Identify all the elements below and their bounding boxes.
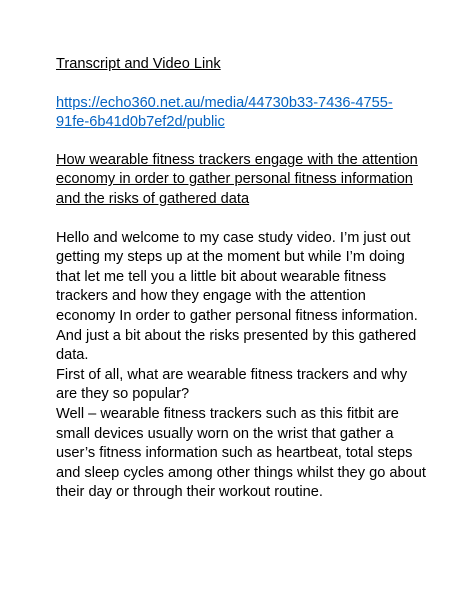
- video-link-line-1[interactable]: https://echo360.net.au/media/44730b33-7436-4755-: [56, 94, 393, 111]
- text-line: trackers and how they engage with the attention: [56, 288, 366, 305]
- transcript-paragraph-intro: [56, 229, 428, 366]
- text-line: small devices usually worn on the wrist that gather a: [56, 425, 394, 442]
- text-line: First of all, what are wearable fitness trackers and why: [56, 366, 408, 383]
- transcript-paragraph-answer: [56, 405, 428, 503]
- video-link[interactable]: [56, 94, 428, 133]
- text-line: their day or through their workout routine.: [56, 484, 323, 501]
- video-link-line-2[interactable]: 91fe-6b41d0b7ef2d/public: [56, 114, 225, 131]
- text-line: Well – wearable fitness trackers such as this fitbit are: [56, 405, 399, 422]
- text-line: that let me tell you a little bit about wearable fitness: [56, 268, 387, 285]
- document-content: [56, 55, 428, 503]
- transcript-paragraph-question: [56, 366, 428, 405]
- text-line: economy In order to gather personal fitness information.: [56, 307, 418, 324]
- subtitle-line-1: How wearable fitness trackers engage with the attention: [56, 151, 418, 168]
- text-line: are they so popular?: [56, 386, 190, 403]
- text-line: and sleep cycles among other things whilst they go about: [56, 464, 426, 481]
- text-line: Hello and welcome to my case study video. I’m just out: [56, 229, 411, 246]
- transcript-body: [56, 229, 428, 503]
- subtitle-line-2: economy in order to gather personal fitness information: [56, 171, 413, 188]
- text-line: getting my steps up at the moment but while I’m doing: [56, 249, 405, 266]
- document-heading: Transcript and Video Link: [56, 56, 221, 72]
- text-line: data.: [56, 347, 89, 364]
- subtitle-line-3: and the risks of gathered data: [56, 190, 250, 207]
- text-line: user’s fitness information such as heartbeat, total steps: [56, 445, 413, 462]
- document-subtitle: [56, 151, 428, 210]
- text-line: And just a bit about the risks presented by this gathered: [56, 327, 417, 344]
